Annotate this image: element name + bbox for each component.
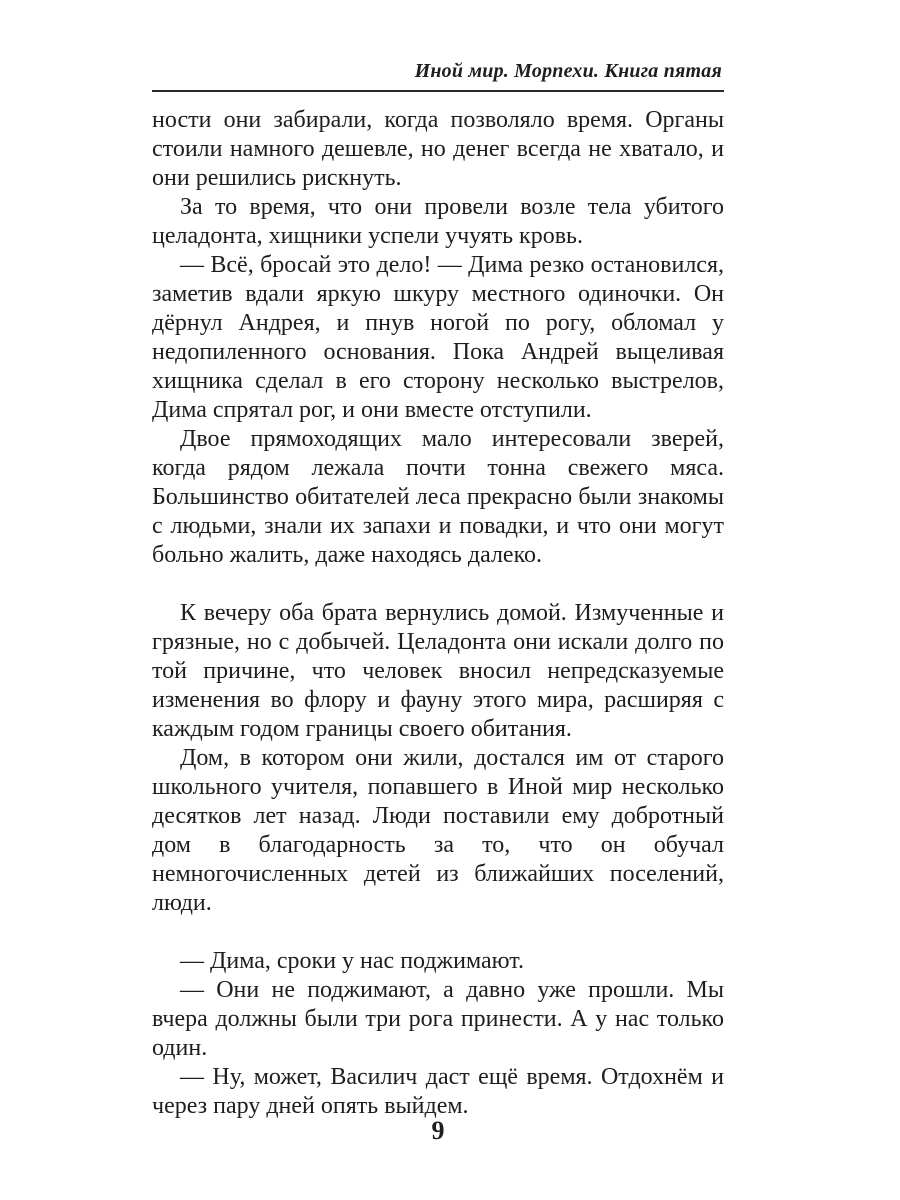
paragraph-dialogue: — Ну, может, Василич даст ещё время. Отдохнём и через пару дней опять выйдем.: [152, 1064, 724, 1119]
paragraph: За то время, что они провели возле тела убитого целадонта, хищники успели учуять кровь.: [152, 194, 724, 249]
page-body: [152, 106, 724, 1121]
paragraph-continuation: ности они забирали, когда позволяло время. Органы стоили намного дешевле, но денег всегда не хватало, и они решились рискнуть.: [152, 107, 724, 191]
paragraph: Двое прямоходящих мало интересовали зверей, когда рядом лежала почти тонна свежего мяса. Большинство обитателей леса прекрасно были знакомы с людьми, знали их запахи и повадки, и что они могут больно жалить, даже находясь далеко.: [152, 426, 724, 568]
page-number: 9: [431, 1116, 445, 1145]
paragraph-dialogue: — Дима, сроки у нас поджимают.: [180, 948, 524, 974]
paragraph-dialogue: — Они не поджимают, а давно уже прошли. Мы вчера должны были три рога принести. А у нас только один.: [152, 977, 724, 1061]
paragraph: Дом, в котором они жили, достался им от старого школьного учителя, попавшего в Иной мир несколько десятков лет назад. Люди поставили ему добротный дом в благодарность за то, что он обучал немногочисленных детей из ближайших поселений, люди.: [152, 745, 724, 916]
header-rule: [152, 90, 724, 92]
paragraph-dialogue: — Всё, бросай это дело! — Дима резко остановился, заметив вдали яркую шкуру местного одиночки. Он дёрнул Андрея, и пнув ногой по рогу, обломал у недопиленного основания. Пока Андрей выцеливая хищника сделал в его сторону несколько выстрелов, Дима спрятал рог, и они вместе отступили.: [152, 252, 724, 423]
paragraph-section-start: К вечеру оба брата вернулись домой. Измученные и грязные, но с добычей. Целадонта они искали долго по той причине, что человек вносил непредсказуемые изменения во флору и фауну этого мира, расширяя с каждым годом границы своего обитания.: [152, 600, 724, 742]
running-header: Иной мир. Морпехи. Книга пятая: [414, 60, 722, 82]
